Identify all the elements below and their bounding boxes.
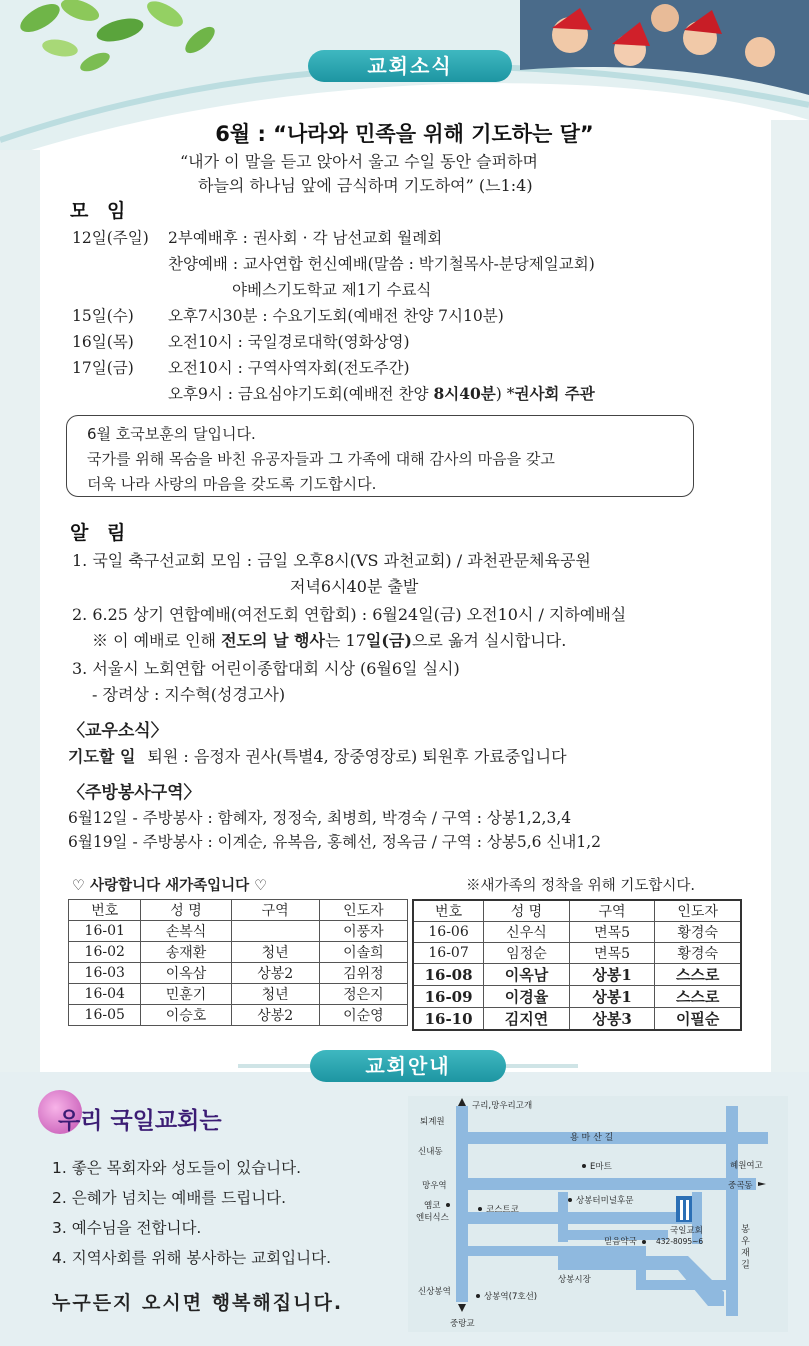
map-label: 신내동	[418, 1147, 443, 1157]
map-label: 신상봉역	[418, 1287, 451, 1297]
monthly-theme-title: 6월 : “나라와 민족을 위해 기도하는 달”	[215, 122, 594, 146]
announcement-item-3: 3. 서울시 노회연합 어린이종합대회 시상 (6월6일 실시)	[72, 659, 460, 678]
map-label: 퇴계원	[420, 1117, 445, 1127]
announcement-item-2: 2. 6.25 상기 연합예배(여전도회 연합회) : 6월24일(금) 오전10시 / 지하예배실	[72, 605, 627, 624]
map-label: 상봉시장	[558, 1275, 591, 1285]
meeting-section-title: 모 임	[70, 200, 132, 222]
announcement-item-1: 1. 국일 축구선교회 모임 : 금일 오후8시(VS 과천교회) / 과천관문체육공원	[72, 551, 591, 570]
location-map	[408, 1096, 788, 1332]
scripture-verse	[180, 150, 660, 198]
new-family-title: ♡ 사랑합니다 새가족입니다 ♡	[72, 878, 268, 894]
table-row: 16-06 신우식 면목5 황경숙	[413, 922, 741, 943]
map-label: 믿음약국	[604, 1237, 637, 1247]
church-guide-label: 교회안내	[310, 1050, 506, 1082]
map-road-label: 용 마 산 길	[570, 1133, 614, 1143]
table-row: 16-03 이옥삼 상봉2 김위정	[69, 963, 408, 984]
table-row: 16-07 임정순 면목5 황경숙	[413, 943, 741, 964]
church-feature: 1. 좋은 목회자와 성도들이 있습니다.	[52, 1159, 302, 1177]
member-news-title: 〈교우소식〉	[68, 721, 168, 741]
church-news-label: 교회소식	[308, 50, 512, 82]
meeting-row: 17일(금) 오전10시 : 구역사역자회(전도주간)	[72, 359, 410, 377]
meeting-row: 12일(주일) 2부예배후 : 권사회 · 각 남선교회 월례회	[72, 229, 443, 247]
meeting-row: 15일(수) 오후7시30분 : 수요기도회(예배전 찬양 7시10분)	[72, 307, 504, 325]
table-row: 16-04 민훈기 청년 정은지	[69, 984, 408, 1005]
map-label: 상봉터미널후문	[576, 1196, 634, 1206]
map-label: 중곡동	[728, 1181, 753, 1191]
meeting-row: 야베스기도학교 제1기 수료식	[232, 281, 432, 299]
kitchen-service-title: 〈주방봉사구역〉	[68, 783, 201, 803]
table-header-row: 번호 성 명 구역 인도자	[413, 900, 741, 922]
meeting-row: 찬양예배 : 교사연합 헌신예배(말씀 : 박기철목사-분당제일교회)	[168, 255, 595, 273]
map-label: 혜원여고	[730, 1161, 763, 1171]
announcement-section-title: 알 림	[70, 522, 132, 544]
meeting-row: 16일(목) 오전10시 : 국일경로대학(영화상영)	[72, 333, 410, 351]
announcement-item-1-detail: 저녁6시40분 출발	[290, 577, 419, 596]
table-row: 16-02 송재환 청년 이솔희	[69, 942, 408, 963]
church-feature: 4. 지역사회를 위해 봉사하는 교회입니다.	[52, 1249, 331, 1267]
kitchen-service-row-1: 6월12일 - 주방봉사 : 함혜자, 정정숙, 최병희, 박경숙 / 구역 : 상봉1,2,3,4	[68, 809, 572, 827]
church-feature: 3. 예수님을 전합니다.	[52, 1219, 202, 1237]
patriotic-month-notice: 6월 호국보훈의 달입니다. 국가를 위해 목숨을 바친 유공자들과 그 가족에 대해 감사의 마음을 갖고 더욱 나라 사랑의 마음을 갖도록 기도합시다.	[66, 415, 694, 497]
table-row: 16-05 이승호 상봉2 이순영	[69, 1005, 408, 1026]
member-news-row: 기도할 일 퇴원 : 음정자 권사(특별4, 장중영장로) 퇴원후 가료중입니다	[68, 747, 567, 766]
table-row: 16-09 이경율 상봉1 스스로	[413, 986, 741, 1008]
map-label: 구리,망우리고개	[472, 1101, 533, 1111]
announcement-item-2-detail: ※ 이 예배로 인해 전도의 날 행사는 17일(금)으로 옮겨 실시합니다.	[92, 631, 567, 650]
map-label: 망우역	[422, 1181, 447, 1191]
table-row: 16-10 김지연 상봉3 이필순	[413, 1008, 741, 1031]
verse-line-2: 하늘의 하나님 앞에 금식하며 기도하여” (느1:4)	[198, 176, 533, 195]
new-family-table-right	[412, 899, 742, 1031]
kitchen-service-row-2: 6월19일 - 주방봉사 : 이계순, 유복음, 홍혜선, 정옥금 / 구역 : 상봉5,6 신내1,2	[68, 833, 602, 851]
meeting-row-friday-night: 오후9시 : 금요심야기도회(예배전 찬양 8시40분) *권사회 주관	[168, 384, 595, 403]
verse-line-1: “내가 이 말을 듣고 앉아서 울고 수일 동안 슬퍼하며	[180, 152, 538, 171]
church-building-icon	[676, 1196, 692, 1222]
map-label: E마트	[590, 1162, 612, 1172]
new-family-note: ※새가족의 정착을 위해 기도합시다.	[466, 878, 696, 894]
church-feature: 2. 은혜가 넘치는 예배를 드립니다.	[52, 1189, 287, 1207]
new-family-table-left	[68, 899, 408, 1026]
map-label: 옘코	[424, 1201, 441, 1211]
map-label: 코스트코	[486, 1205, 519, 1215]
table-header-row: 번호 성 명 구역 인도자	[69, 900, 408, 921]
map-road-label: 봉 우 재 길	[739, 1224, 749, 1269]
closing-message: 누구든지 오시면 행복해집니다.	[52, 1292, 344, 1314]
table-row: 16-08 이옥남 상봉1 스스로	[413, 964, 741, 986]
map-label: 432-8095~6	[656, 1237, 704, 1246]
table-row: 16-01 손복식 이풍자	[69, 921, 408, 942]
map-label: 국일교회	[670, 1226, 703, 1236]
church-intro-heading: 우리 국일교회는	[58, 1108, 222, 1134]
map-label: 상봉역(7호선)	[484, 1292, 538, 1302]
map-label: 엔터식스	[416, 1213, 449, 1223]
map-label: 중랑교	[450, 1319, 475, 1329]
announcement-item-3-detail: - 장려상 : 지수혁(성경고사)	[92, 685, 286, 704]
